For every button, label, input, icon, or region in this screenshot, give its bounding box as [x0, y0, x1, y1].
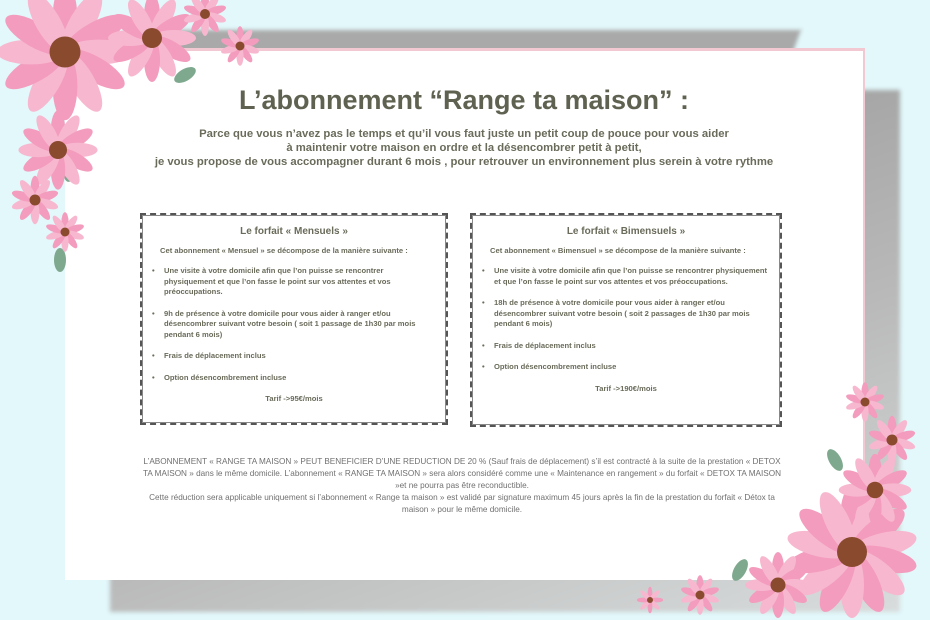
- plan-item: • 9h de présence à votre domicile pour vous aider à ranger et/ou désencombrer suivant votre besoin ( soit 1 passage de 1h30 par mois pendant 6 mois): [152, 309, 436, 341]
- plan-item: • Frais de déplacement inclus: [482, 341, 770, 352]
- plan-lead: Cet abonnement « Mensuel » se décompose de la manière suivante :: [160, 245, 408, 255]
- flyer-card: [65, 48, 865, 580]
- flower-icon: [11, 176, 60, 224]
- plan-bimensuel: [470, 213, 782, 427]
- plan-item: • Frais de déplacement inclus: [152, 351, 436, 362]
- plan-title: Le forfait « Mensuels »: [240, 226, 348, 237]
- plan-title: Le forfait « Bimensuels »: [566, 226, 686, 237]
- leaf-icon: [79, 22, 101, 49]
- plan-mensuel: [140, 213, 448, 425]
- intro-line: Parce que vous n’avez pas le temps et qu’il vous faut juste un petit coup de pouce pour vous aider: [199, 128, 729, 140]
- page-title: L’abonnement “Range ta maison” :: [238, 85, 690, 115]
- plan-price: Tarif ->95€/mois: [265, 394, 323, 403]
- note-paragraph: Cette réduction sera applicable uniquement si l’abonnement « Range ta maison » est validé par signature maximum 45 jours après la fin de la prestation du forfait « Détox ta maison » pour le même domicile.: [149, 493, 775, 514]
- discount-note: [143, 456, 781, 516]
- plan-price: Tarif ->190€/mois: [595, 383, 657, 393]
- note-paragraph: L’ABONNEMENT « RANGE TA MAISON » PEUT BENEFICIER D’UNE REDUCTION DE 20 % (Sauf frais de déplacement) s’il est contracté à la suite de la prestation « DETOX TA MAISON » dans le même domicile. L’abonnement « RANGE TA MAISON » sera alors considéré comme une « Maintenance en rangement » du forfait « DETOX TA MAISON »et ne pourra pas être reconductible.: [143, 457, 782, 490]
- plan-item: • Option désencombrement incluse: [482, 362, 770, 373]
- intro-text: [65, 127, 863, 169]
- plan-item: • Une visite à votre domicile afin que l’on puisse se rencontrer physiquement et que l’on fasse le point sur vos attentes et vos préoccupations.: [482, 266, 770, 287]
- plan-lead: Cet abonnement « Bimensuel » se décompose de la manière suivante :: [490, 245, 746, 255]
- intro-line: à maintenir votre maison en ordre et la désencombrer petit à petit,: [286, 142, 642, 154]
- plan-item: • 18h de présence à votre domicile pour vous aider à ranger et/ou désencombrer suivant votre besoin ( soit 2 passages de 1h30 par mois pendant 6 mois): [482, 298, 770, 330]
- intro-line: je vous propose de vous accompagner durant 6 mois , pour retrouver un environnement plus serein à votre rythme: [154, 156, 774, 168]
- plan-item: • Option désencombrement incluse: [152, 373, 436, 384]
- plan-item: • Une visite à votre domicile afin que l’on puisse se rencontrer physiquement et que l’on fasse le point sur vos attentes et vos préoccupations.: [152, 266, 436, 298]
